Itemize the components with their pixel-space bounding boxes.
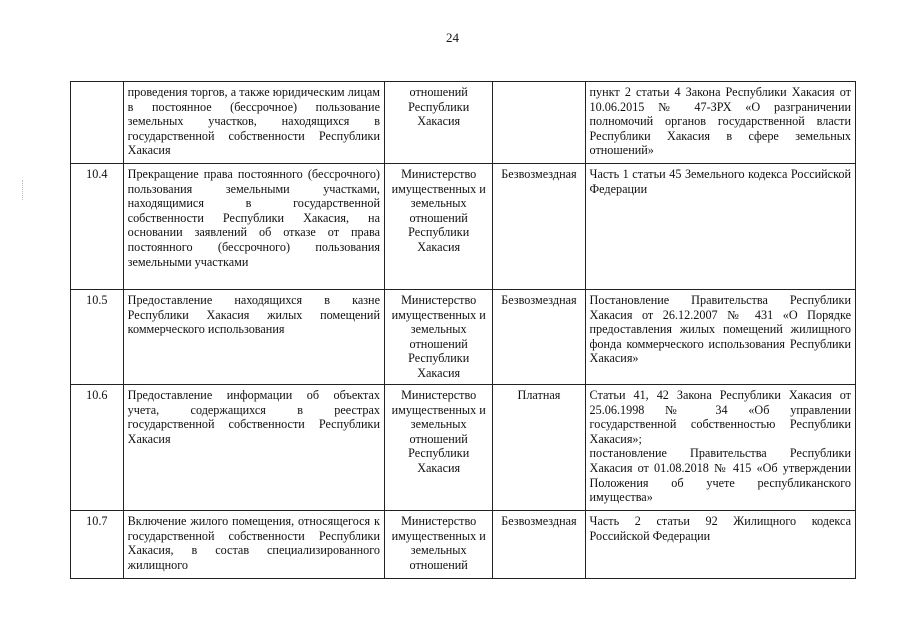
payment-type: [493, 82, 585, 164]
scan-margin-mark: [22, 180, 31, 200]
legal-basis: [585, 385, 855, 511]
row-number: 10.7: [71, 511, 124, 579]
table-row: [71, 164, 856, 290]
service-name: проведения торгов, а также юридическим лицам в постоянное (бессрочное) пользование земельных участков, находящихся в государственной собственности Республики Хакасия: [123, 82, 384, 164]
legal-basis: пункт 2 статьи 4 Закона Республики Хакасия от 10.06.2015 № 47-ЗРХ «О разграничении полномочий органов государственной власти Республики Хакасия в сфере земельных отношений»: [585, 82, 855, 164]
legal-basis: Часть 1 статьи 45 Земельного кодекса Российской Федерации: [585, 164, 855, 290]
legal-basis: Постановление Правительства Республики Хакасия от 26.12.2007 № 431 «О Порядке предоставления жилых помещений жилищного фонда коммерческого использования Республики Хакасия»: [585, 290, 855, 385]
legal-basis-part: постановление Правительства Республики Хакасия от 01.08.2018 № 415 «Об утверждении Положения об учете республиканского имущества»: [589, 446, 851, 505]
responsible-body: Министерство имущественных и земельных отношений Республики Хакасия: [384, 385, 492, 511]
row-number: 10.5: [71, 290, 124, 385]
row-number: [71, 82, 124, 164]
responsible-body: отношений Республики Хакасия: [384, 82, 492, 164]
payment-type: Безвозмездная: [493, 511, 585, 579]
legal-basis-part: Статьи 41, 42 Закона Республики Хакасия от 25.06.1998 № 34 «Об управлении государственной собственностью Республики Хакасия»;: [589, 388, 851, 446]
page-number: 24: [446, 30, 459, 45]
table-row: [71, 82, 856, 164]
table-row: [71, 290, 856, 385]
responsible-body: Министерство имущественных и земельных отношений Республики Хакасия: [384, 164, 492, 290]
responsible-body: Министерство имущественных и земельных отношений Республики Хакасия: [384, 290, 492, 385]
table-row: [71, 511, 856, 579]
service-name: Прекращение права постоянного (бессрочного) пользования земельными участками, находящимися в государственной собственности Республики Хакасия, на основании заявлений об отказе от права постоянного (бессрочного) пользования земельными участками: [123, 164, 384, 290]
table-row: [71, 385, 856, 511]
services-table: [70, 81, 856, 579]
service-name: Предоставление находящихся в казне Республики Хакасия жилых помещений коммерческого использования: [123, 290, 384, 385]
service-name: Предоставление информации об объектах учета, содержащихся в реестрах государственной собственности Республики Хакасия: [123, 385, 384, 511]
legal-basis: Часть 2 статьи 92 Жилищного кодекса Российской Федерации: [585, 511, 855, 579]
service-name: Включение жилого помещения, относящегося к государственной собственности Республики Хакасия, в состав специализированного жилищного: [123, 511, 384, 579]
payment-type: Платная: [493, 385, 585, 511]
payment-type: Безвозмездная: [493, 164, 585, 290]
row-number: 10.6: [71, 385, 124, 511]
responsible-body: Министерство имущественных и земельных отношений: [384, 511, 492, 579]
payment-type: Безвозмездная: [493, 290, 585, 385]
row-number: 10.4: [71, 164, 124, 290]
